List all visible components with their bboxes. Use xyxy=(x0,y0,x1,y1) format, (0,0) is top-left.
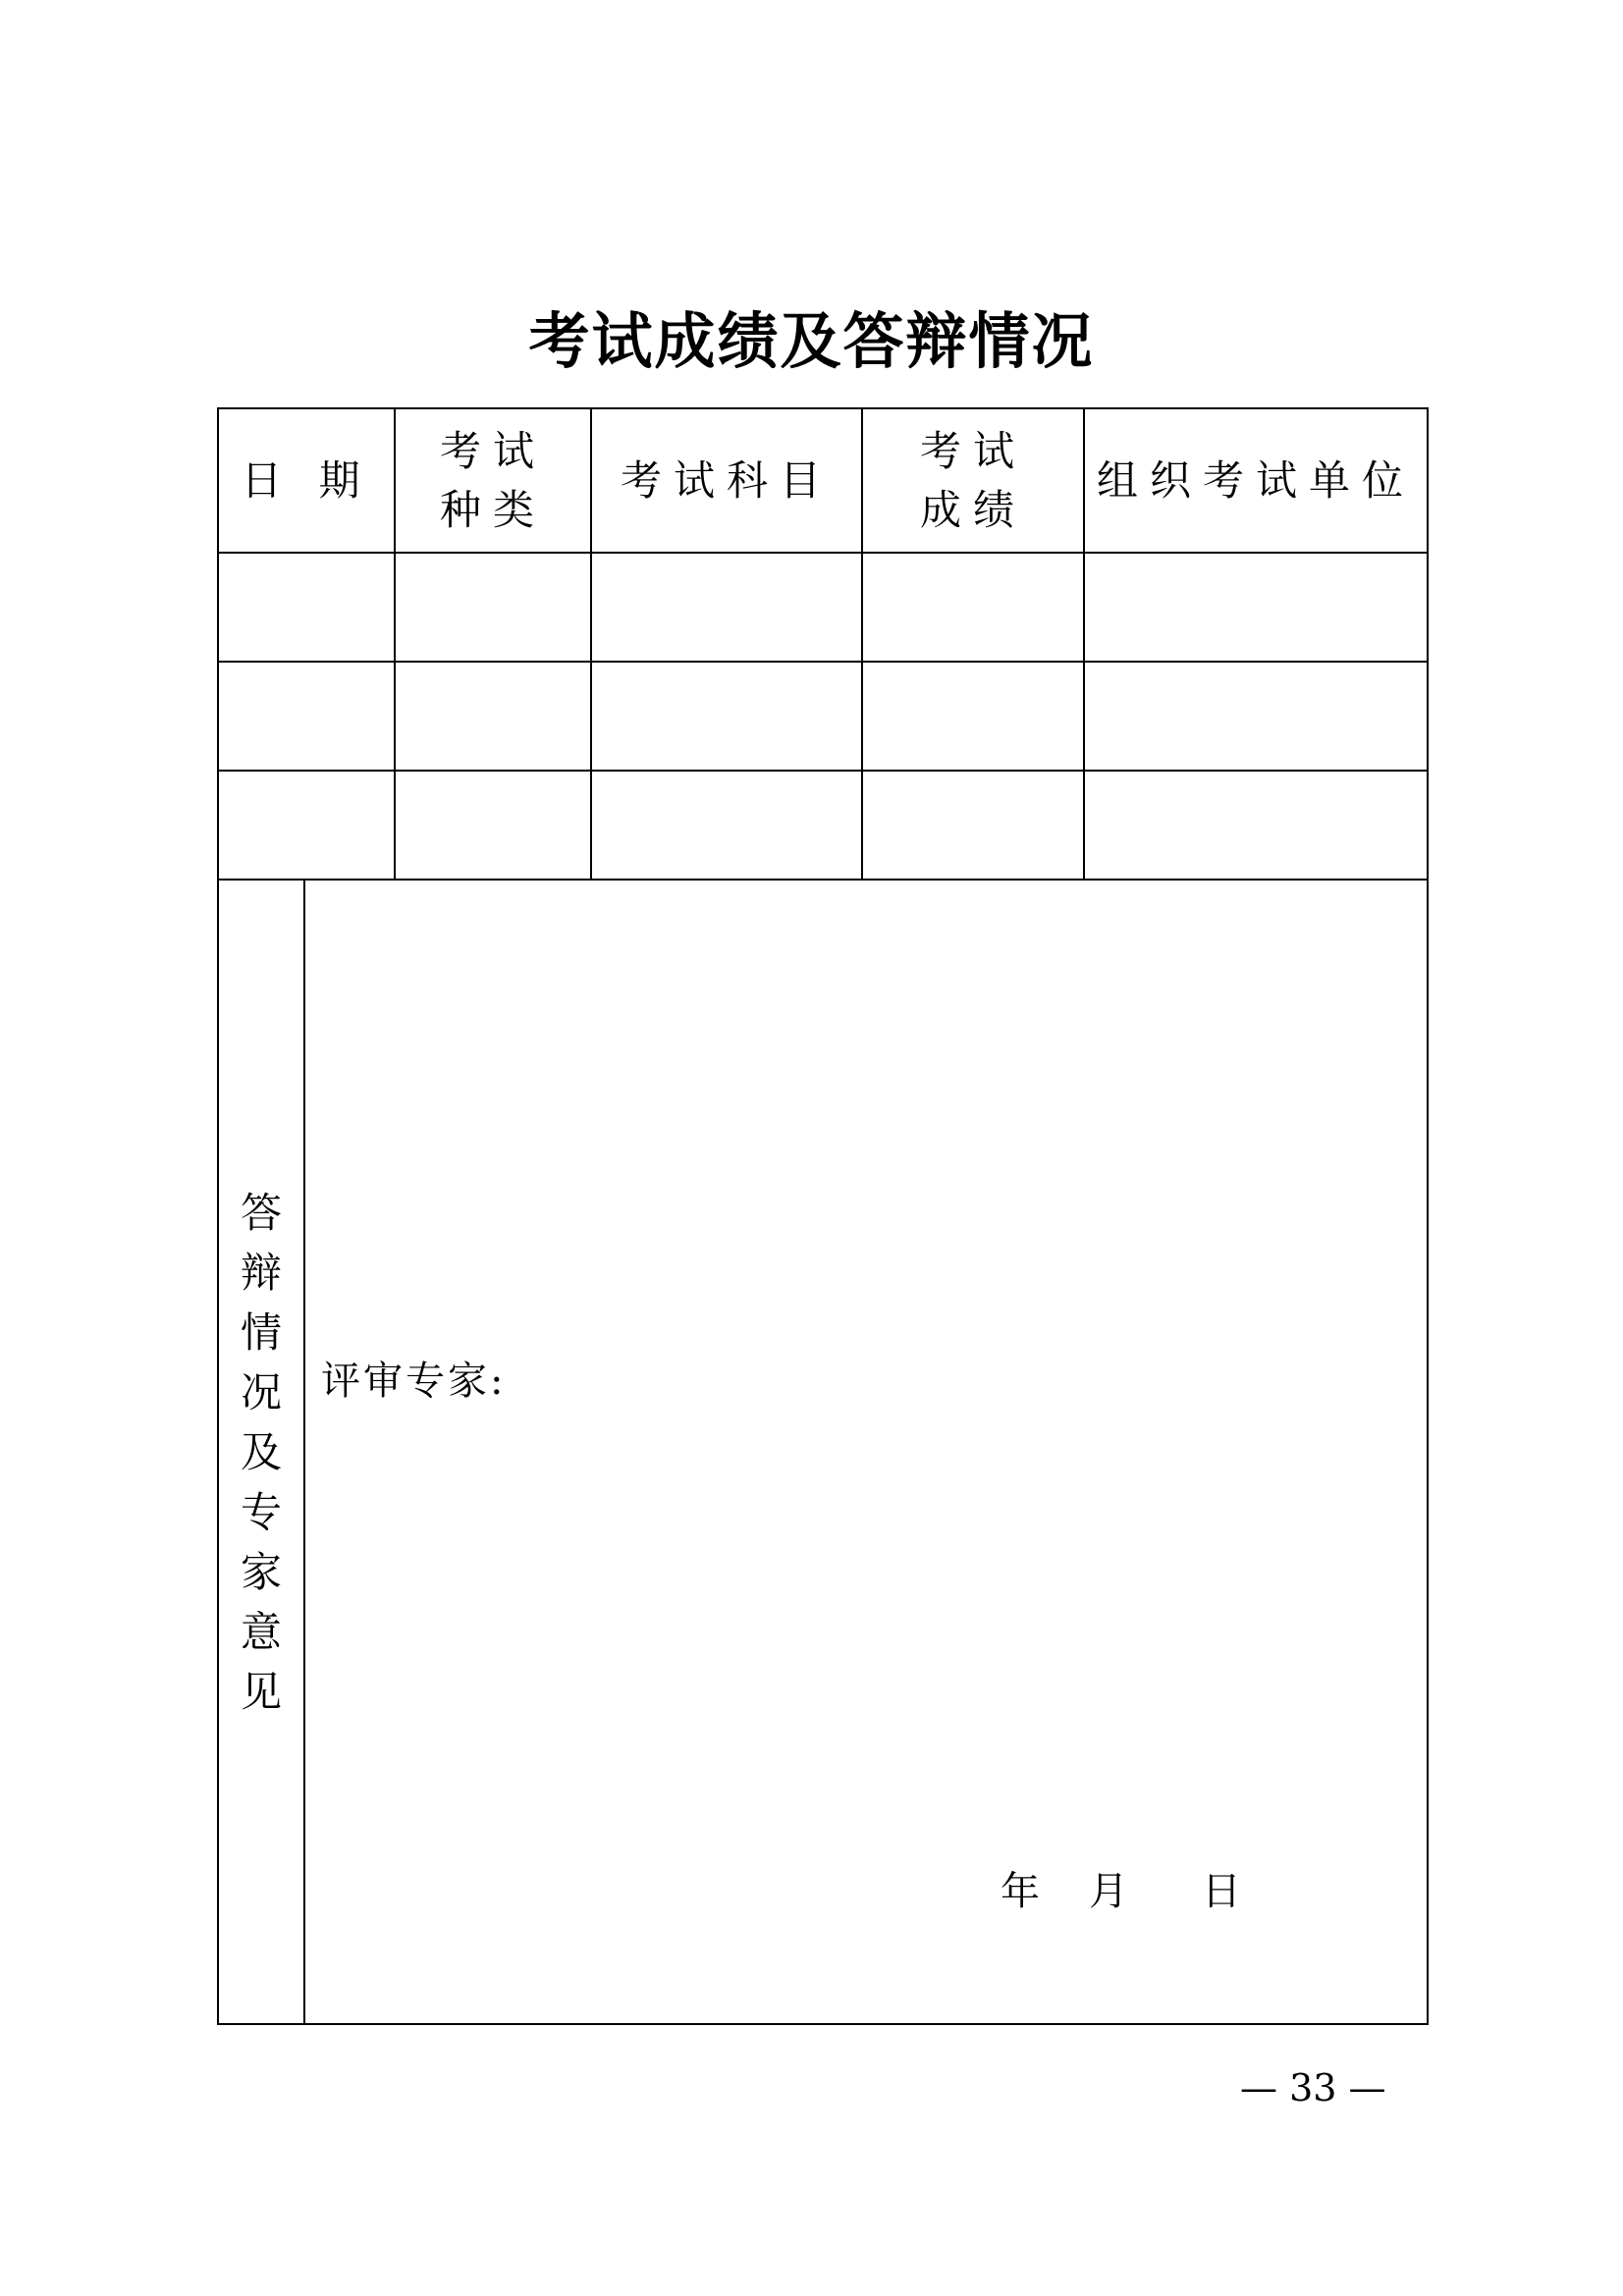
table-header-row xyxy=(218,408,1428,553)
exam-defense-table xyxy=(217,407,1429,2025)
reviewer-label: 评审专家: xyxy=(321,1359,507,1404)
date-year-label: 年 xyxy=(1001,1869,1040,1914)
cell-exam-subject[interactable] xyxy=(591,771,862,880)
cell-exam-type[interactable] xyxy=(395,771,591,880)
cell-exam-score[interactable] xyxy=(862,662,1084,771)
cell-exam-organizer[interactable] xyxy=(1084,553,1428,662)
header-exam-type: 考试 种类 xyxy=(395,408,591,553)
date-month-label: 月 xyxy=(1089,1869,1128,1914)
defense-row xyxy=(218,880,1428,2024)
header-date: 日 期 xyxy=(218,408,395,553)
page-title: 考试成绩及答辩情况 xyxy=(528,305,1095,377)
cell-exam-score[interactable] xyxy=(862,553,1084,662)
defense-section-label-cell xyxy=(218,880,304,2024)
cell-date[interactable] xyxy=(218,662,395,771)
date-day-label: 日 xyxy=(1202,1869,1241,1914)
defense-section-label: 答辩情况及专家意见 xyxy=(240,1188,282,1716)
table-row xyxy=(218,662,1428,771)
cell-date[interactable] xyxy=(218,771,395,880)
cell-exam-subject[interactable] xyxy=(591,662,862,771)
cell-date[interactable] xyxy=(218,553,395,662)
cell-exam-score[interactable] xyxy=(862,771,1084,880)
defense-opinion-area[interactable] xyxy=(304,880,1428,2024)
header-exam-subject: 考试科目 xyxy=(591,408,862,553)
cell-exam-organizer[interactable] xyxy=(1084,662,1428,771)
table-row xyxy=(218,771,1428,880)
cell-exam-type[interactable] xyxy=(395,662,591,771)
cell-exam-type[interactable] xyxy=(395,553,591,662)
header-exam-organizer: 组织考试单位 xyxy=(1084,408,1428,553)
table-row xyxy=(218,553,1428,662)
cell-exam-organizer[interactable] xyxy=(1084,771,1428,880)
page-number: — 33 — xyxy=(1240,2066,1386,2109)
cell-exam-subject[interactable] xyxy=(591,553,862,662)
header-exam-score: 考试 成绩 xyxy=(862,408,1084,553)
